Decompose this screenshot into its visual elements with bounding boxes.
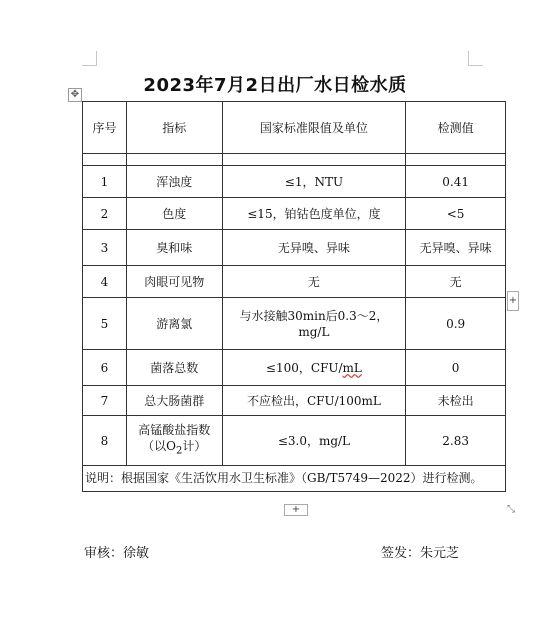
row-limit	[222, 350, 406, 386]
row-limit: 无异嗅、异味	[222, 230, 406, 266]
issuer-signature: 签发：朱元芝	[381, 546, 460, 561]
row-item-line: 高锰酸盐指数	[138, 422, 211, 437]
row-value: 0	[406, 350, 506, 386]
row-item-line	[129, 438, 220, 459]
row-limit-text: ≤100，CFU/	[265, 360, 343, 375]
row-no: 1	[83, 166, 127, 198]
header-item: 指标	[126, 102, 222, 154]
row-no: 2	[83, 198, 127, 230]
table-row	[83, 350, 506, 386]
header-limit: 国家标准限值及单位	[222, 102, 406, 154]
row-value: <5	[406, 198, 506, 230]
table-note-row	[83, 466, 506, 492]
table-row	[83, 386, 506, 416]
row-no: 8	[83, 416, 127, 466]
row-no: 3	[83, 230, 127, 266]
header-value: 检测值	[406, 102, 506, 154]
row-value: 0.9	[406, 298, 506, 350]
row-limit: ≤3.0，mg/L	[222, 416, 406, 466]
water-quality-table	[82, 101, 506, 492]
row-item-text: （以O	[142, 438, 176, 453]
row-item-text: 计）	[182, 438, 207, 453]
document-title: 2023年7月2日出厂水日检水质	[143, 75, 407, 96]
row-value: 未检出	[406, 386, 506, 416]
table-row	[83, 266, 506, 298]
row-limit: 不应检出，CFU/100mL	[222, 386, 406, 416]
table-row	[83, 298, 506, 350]
table-header-row	[83, 102, 506, 154]
row-limit: ≤1，NTU	[222, 166, 406, 198]
reviewer-signature: 审核：徐敏	[84, 546, 150, 561]
row-value: 0.41	[406, 166, 506, 198]
page-corner-mark-right	[468, 51, 483, 66]
row-item: 臭和味	[126, 230, 222, 266]
page-corner-mark-left	[82, 51, 97, 66]
table-row	[83, 416, 506, 466]
table-spacer-row	[83, 154, 506, 166]
add-column-icon[interactable]: +	[507, 291, 519, 311]
row-value: 2.83	[406, 416, 506, 466]
row-item-subscript: 2	[175, 445, 183, 457]
row-value: 无	[406, 266, 506, 298]
row-limit: 无	[222, 266, 406, 298]
row-no: 7	[83, 386, 127, 416]
row-item: 菌落总数	[126, 350, 222, 386]
row-limit	[222, 298, 406, 350]
table-row	[83, 166, 506, 198]
table-resize-icon[interactable]: ⤡	[507, 504, 515, 515]
row-no: 4	[83, 266, 127, 298]
row-item: 色度	[126, 198, 222, 230]
table-row	[83, 230, 506, 266]
row-limit-unit: mL	[342, 360, 362, 375]
table-move-icon[interactable]: ✥	[68, 88, 82, 102]
table-row	[83, 198, 506, 230]
row-item: 浑浊度	[126, 166, 222, 198]
table-note: 说明：根据国家《生活饮用水卫生标准》（GB/T5749—2022）进行检测。	[83, 466, 506, 492]
row-item	[126, 416, 222, 466]
row-no: 6	[83, 350, 127, 386]
row-item: 肉眼可见物	[126, 266, 222, 298]
header-no: 序号	[83, 102, 127, 154]
row-item: 总大肠菌群	[126, 386, 222, 416]
add-row-icon[interactable]: +	[284, 504, 308, 516]
row-item: 游离氯	[126, 298, 222, 350]
row-value: 无异嗅、异味	[406, 230, 506, 266]
row-limit-line: mg/L	[298, 324, 330, 339]
row-limit: ≤15，铂钴色度单位，度	[222, 198, 406, 230]
row-limit-line: 与水接触30min后0.3～2，	[239, 308, 389, 323]
row-no: 5	[83, 298, 127, 350]
